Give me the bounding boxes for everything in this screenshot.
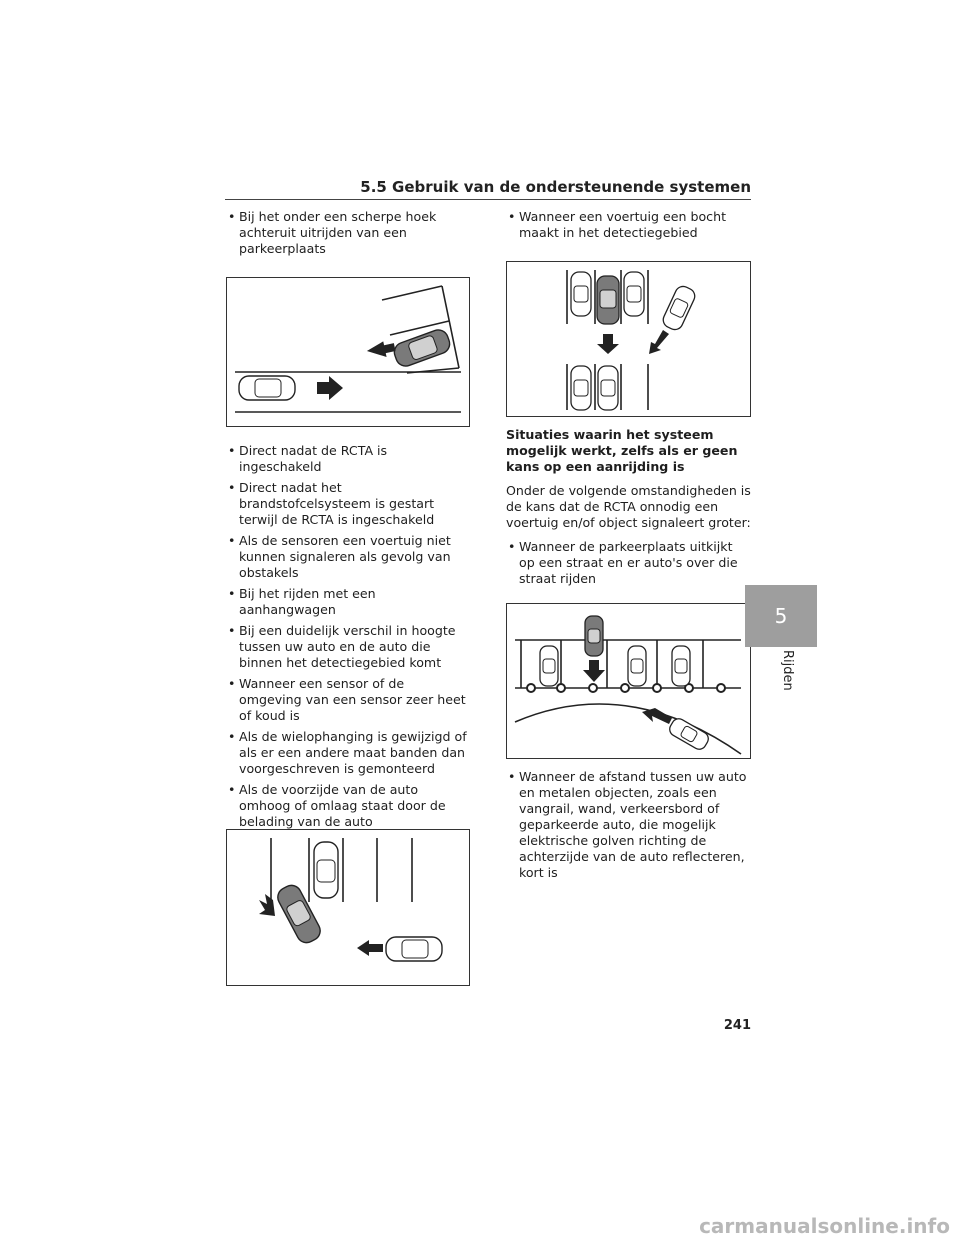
right-main-text	[506, 427, 752, 587]
arrow-down-icon	[597, 334, 619, 354]
figure-street-traffic	[506, 603, 751, 759]
left-intro	[226, 209, 470, 257]
arrow-right-icon	[317, 376, 343, 400]
car-approaching-icon	[386, 937, 442, 961]
bullet-street: • Wanneer de parkeerplaats uitkijkt op een straat en er auto's over die straat rijden	[506, 539, 752, 587]
bullet-1: • Direct nadat de RCTA is ingeschakeld	[226, 443, 470, 475]
parked-car-3-icon	[571, 366, 591, 410]
bullet-5: • Bij een duidelijk verschil in hoogte tussen uw auto en de auto die binnen het detectiegebied komt	[226, 623, 470, 671]
bullet-8: • Als de voorzijde van de auto omhoog of omlaag staat door de belading van de auto	[226, 782, 470, 830]
parked-car-b-icon	[628, 646, 646, 686]
section-header: 5.5 Gebruik van de ondersteunende systemen	[360, 178, 751, 196]
bullet-4: • Bij het rijden met een aanhangwagen	[226, 586, 470, 618]
bullet-sharp-angle: • Bij het onder een scherpe hoek achteruit uitrijden van een parkeerplaats	[226, 209, 470, 257]
arrow-down-left-icon	[259, 894, 275, 916]
parked-car-a-icon	[540, 646, 558, 686]
bullet-vehicle-curve: • Wanneer een voertuig een bocht maakt in het detectiegebied	[506, 209, 752, 241]
figure-sharp-angle-exit	[226, 277, 470, 427]
parked-car-1-icon	[571, 272, 591, 316]
turning-car-icon	[661, 284, 698, 332]
parked-car-c-icon	[672, 646, 690, 686]
watermark: carmanualsonline.info	[699, 1214, 950, 1238]
arrow-diagonal-icon	[649, 330, 669, 354]
arrow-left-icon-2	[357, 940, 383, 956]
parked-car-2-icon	[624, 272, 644, 316]
bullet-3: • Als de sensoren een voertuig niet kunnen signaleren als gevolg van obstakels	[226, 533, 470, 581]
car-exiting-icon	[392, 327, 453, 369]
figure-reversing-curve	[226, 829, 470, 986]
bullet-6: • Wanneer een sensor of de omgeving van een sensor zeer heet of koud is	[226, 676, 470, 724]
bullet-distance: • Wanneer de afstand tussen uw auto en metalen objecten, zoals een vangrail, wand, verkeersbord of geparkeerde auto, die mogelijk elektrische golven richting de achterzijde van de auto reflecteren, kort is	[506, 769, 752, 881]
chapter-tab: 5	[745, 585, 817, 647]
figure-vehicle-turning	[506, 261, 751, 417]
parked-car-4-icon	[598, 366, 618, 410]
situations-heading: Situaties waarin het systeem mogelijk werkt, zelfs als er geen kans op een aanrijding is	[506, 427, 738, 474]
arrow-left-icon	[366, 339, 397, 360]
car-passing-icon	[239, 376, 295, 400]
page-number: 241	[723, 1018, 751, 1033]
situations-paragraph: Onder de volgende omstandigheden is de kans dat de RCTA onnodig een voertuig en/of object signaleert groter:	[506, 483, 751, 530]
street-car-icon	[667, 716, 711, 752]
chapter-tab-label: Rijden	[780, 650, 795, 691]
arrow-down-street-icon	[583, 660, 605, 682]
bullet-2: • Direct nadat het brandstofcelsysteem is gestart terwijl de RCTA is ingeschakeld	[226, 480, 470, 528]
own-car-icon	[597, 276, 619, 324]
left-bullet-list	[226, 443, 470, 867]
parked-car-icon	[314, 842, 338, 898]
bullet-7: • Als de wielophanging is gewijzigd of als er een andere maat banden dan voorgeschreven is gemonteerd	[226, 729, 470, 777]
header-rule	[225, 199, 751, 200]
own-car-street-icon	[585, 616, 603, 656]
right-intro	[506, 209, 752, 241]
right-bottom-text	[506, 769, 752, 881]
